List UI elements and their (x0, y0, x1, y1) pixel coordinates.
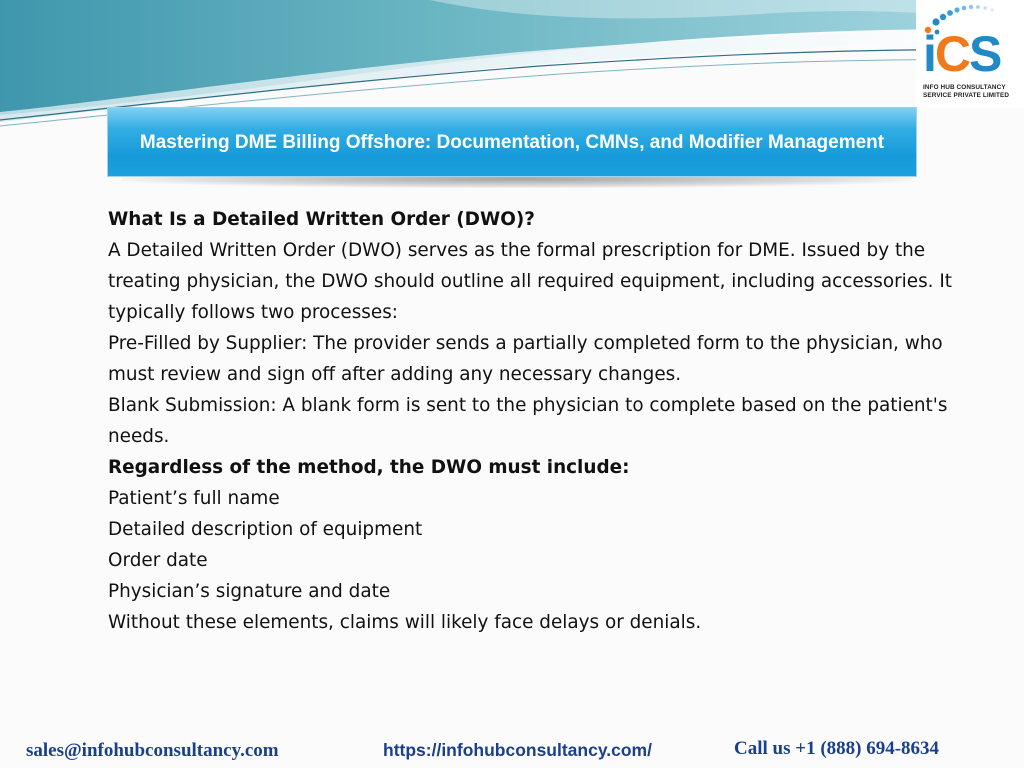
footer-website-link[interactable]: https://infohubconsultancy.com/ (383, 740, 652, 760)
slide-body (108, 204, 978, 638)
requirements-heading: Regardless of the method, the DWO must include: (108, 457, 630, 478)
logo-company-name (923, 84, 1023, 99)
footer (0, 732, 1024, 768)
list-item: Physician’s signature and date (108, 581, 391, 602)
footer-email-link[interactable]: sales@infohubconsultancy.com (26, 740, 279, 761)
logo-company-line-1: INFO HUB CONSULTANCY (923, 84, 1006, 91)
slide-title-banner (107, 107, 917, 177)
paragraph-prefilled: Pre-Filled by Supplier: The provider sends a partially completed form to the physician, who must review and sign off after adding any necessary changes. (108, 333, 943, 385)
closing-paragraph: Without these elements, claims will likely face delays or denials. (108, 612, 702, 633)
logo-company-line-2: SERVICE PRIVATE LIMITED (923, 91, 1010, 99)
paragraph-blank: Blank Submission: A blank form is sent to the physician to complete based on the patient's needs. (108, 395, 948, 447)
list-item: Patient’s full name (108, 488, 280, 509)
list-item: Order date (108, 550, 208, 571)
footer-phone: Call us +1 (888) 694-8634 (734, 738, 940, 759)
slide-title: Mastering DME Billing Offshore: Documentation, CMNs, and Modifier Management (139, 131, 885, 153)
section-heading: What Is a Detailed Written Order (DWO)? (108, 209, 535, 230)
logo-letter-s: S (969, 26, 1001, 82)
list-item: Detailed description of equipment (108, 519, 423, 540)
logo-wordmark (923, 26, 1000, 82)
paragraph-intro: A Detailed Written Order (DWO) serves as the formal prescription for DME. Issued by the treating physician, the DWO should outline all required equipment, including accessories. It typically follows two processes: (108, 240, 952, 323)
logo-letter-i: i (923, 26, 935, 82)
company-logo (916, 0, 1024, 108)
logo-letter-c: C (934, 26, 970, 82)
